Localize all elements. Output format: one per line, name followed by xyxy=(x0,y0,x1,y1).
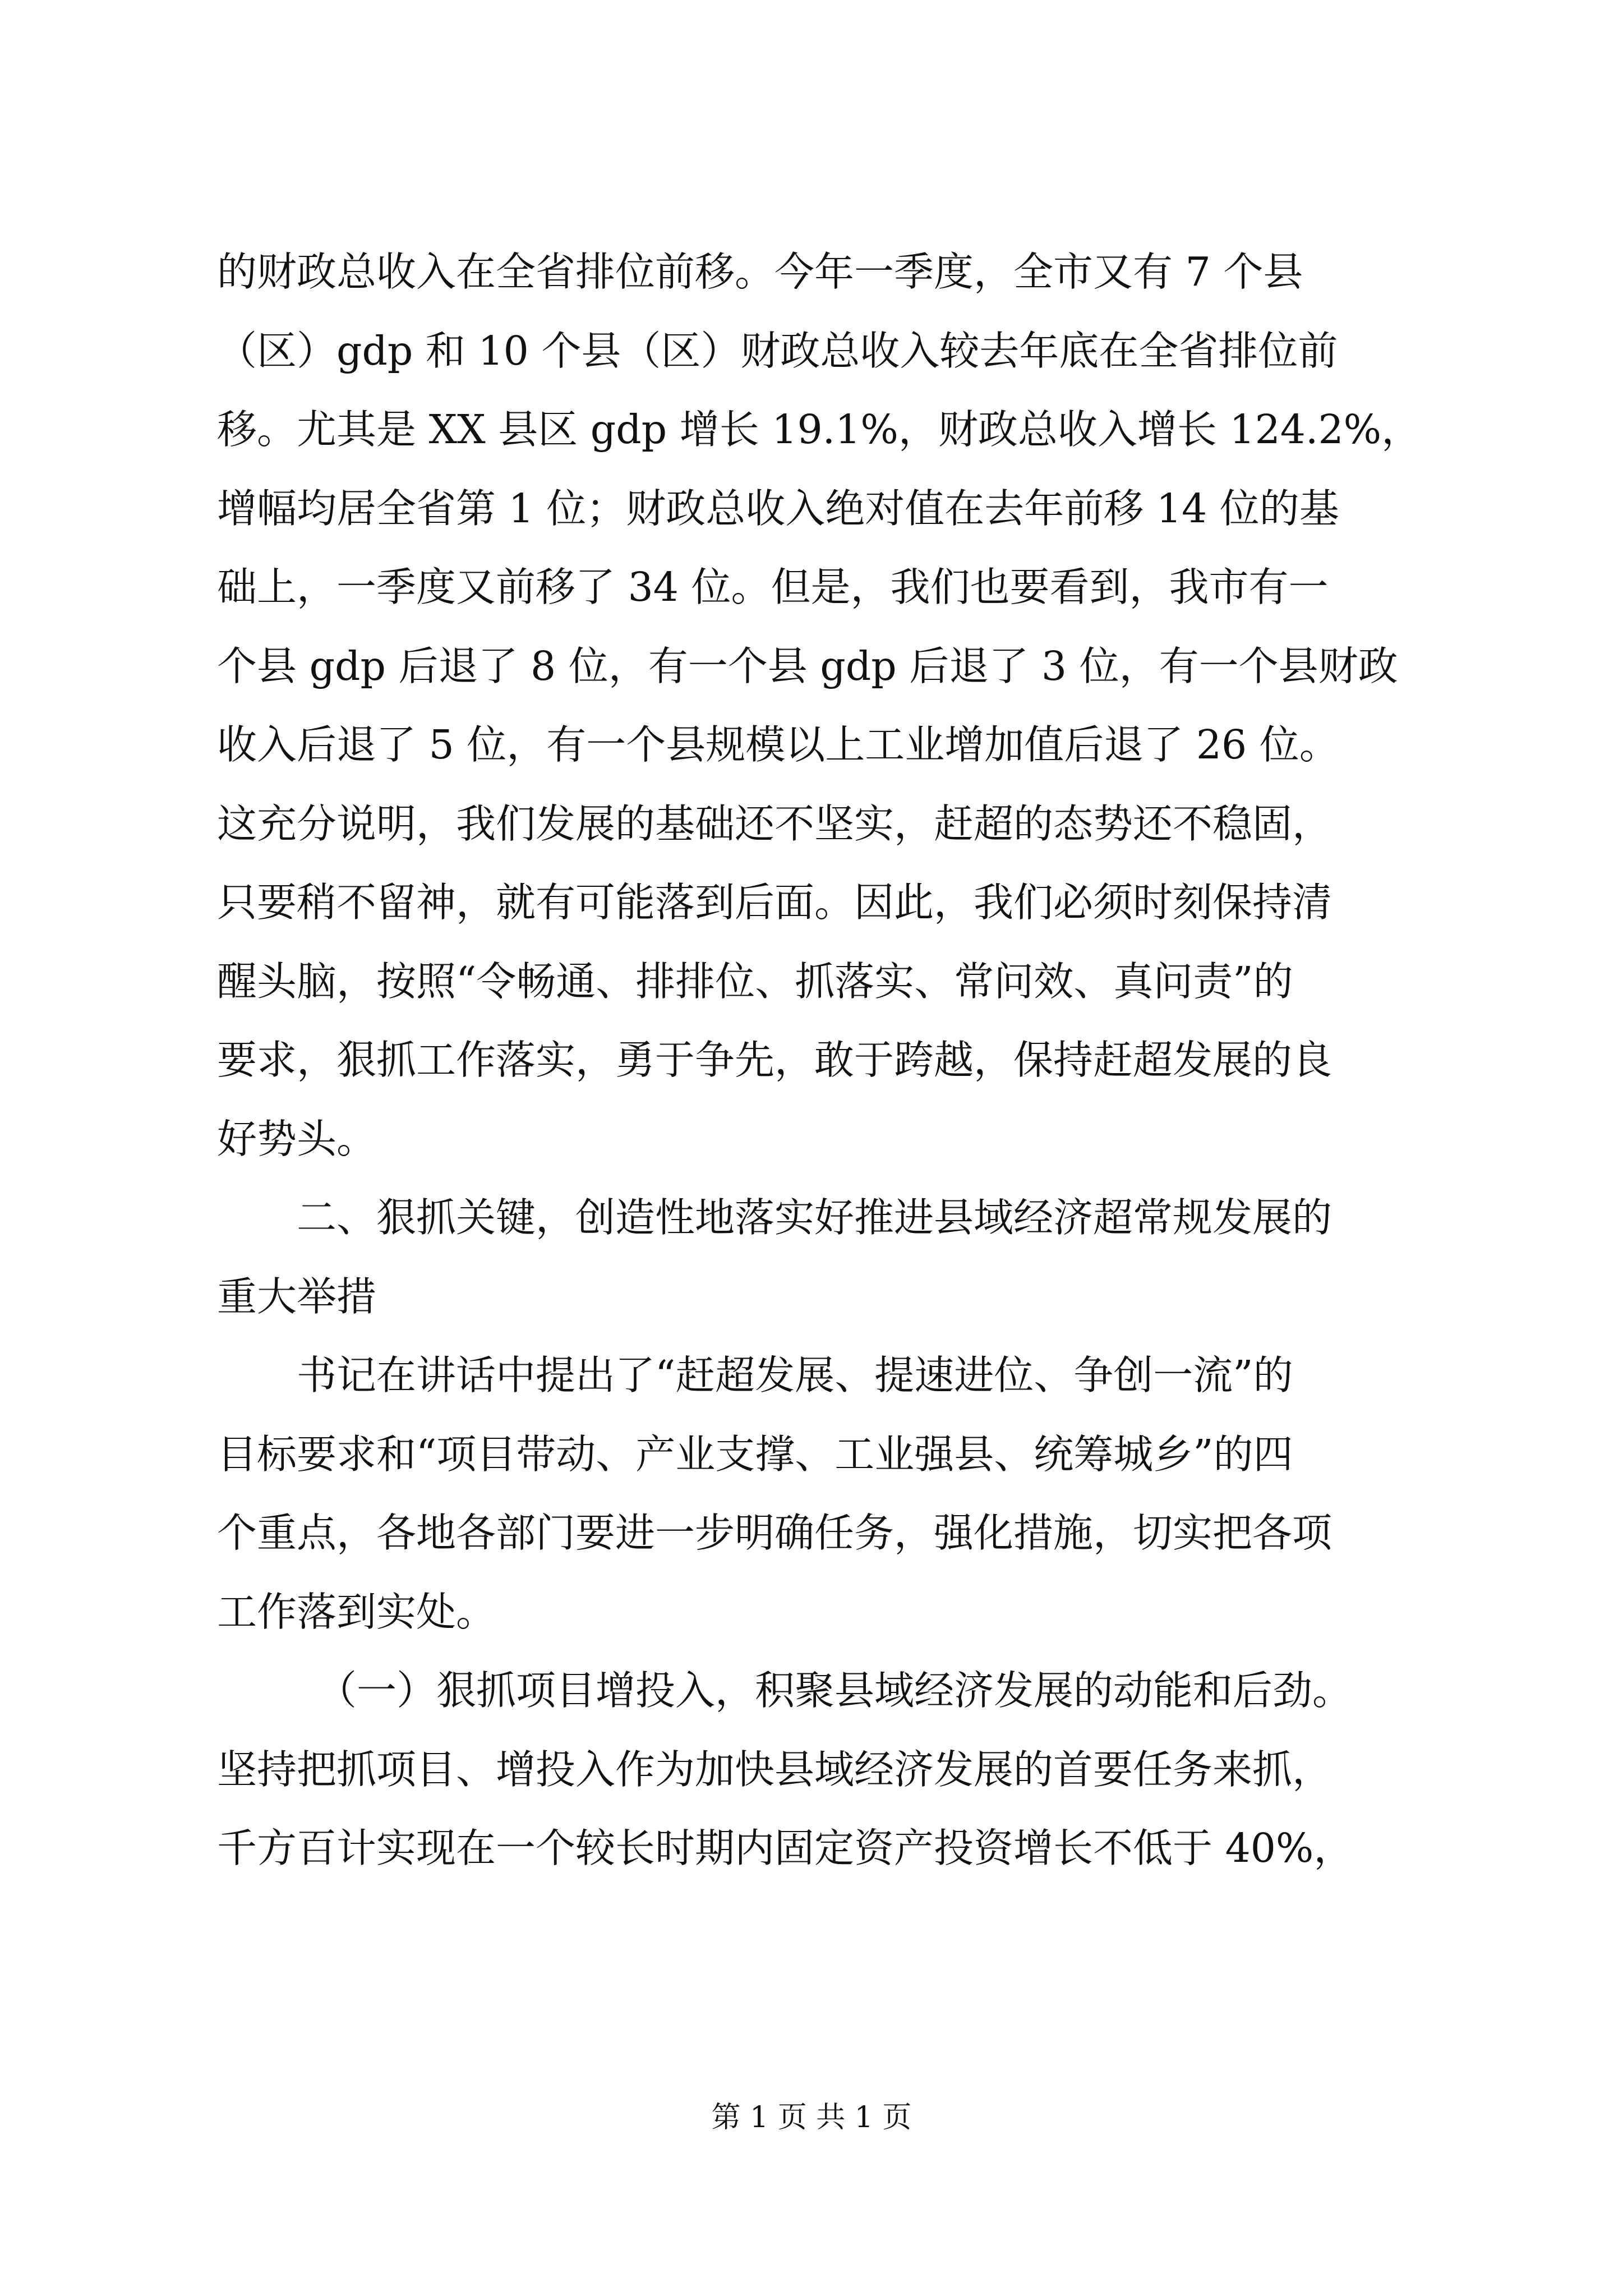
text-line: 收入后退了 5 位，有一个县规模以上工业增加值后退了 26 位。 xyxy=(217,721,1339,768)
text-line: 千方百计实现在一个较长时期内固定资产投资增长不低于 40%， xyxy=(217,1825,1354,1871)
text-line: 增幅均居全省第 1 位；财政总收入绝对值在去年前移 14 位的基 xyxy=(217,485,1339,532)
text-line: 工作落到实处。 xyxy=(217,1588,496,1635)
text-line: 要求，狠抓工作落实，勇于争先，敢于跨越，保持赶超发展的良 xyxy=(217,1037,1332,1083)
text-line: 只要稍不留神，就有可能落到后面。因此，我们必须时刻保持清 xyxy=(217,879,1332,926)
text-line: 书记在讲话中提出了“赶超发展、提速进位、争创一流”的 xyxy=(297,1352,1293,1398)
text-line: 移。尤其是 XX 县区 gdp 增长 19.1%，财政总收入增长 124.2%， xyxy=(217,406,1422,453)
text-line: 的财政总收入在全省排位前移。今年一季度，全市又有 7 个县 xyxy=(217,249,1303,295)
subsection-heading: （一）狠抓项目增投入，积聚县域经济发展的动能和后劲。 xyxy=(317,1667,1353,1714)
text-line: 这充分说明，我们发展的基础还不坚实，赶超的态势还不稳固， xyxy=(217,800,1332,847)
text-line: 个县 gdp 后退了 8 位，有一个县 gdp 后退了 3 位，有一个县财政 xyxy=(217,642,1398,689)
text-line: 目标要求和“项目带动、产业支撑、工业强县、统筹城乡”的四 xyxy=(217,1430,1293,1478)
section-heading: 二、狠抓关键，创造性地落实好推进县域经济超常规发展的 xyxy=(297,1194,1332,1241)
text-line: 坚持把抓项目、增投入作为加快县域经济发展的首要任务来抓， xyxy=(217,1746,1332,1793)
page-number-footer: 第 1 页 共 1 页 xyxy=(711,2101,912,2134)
document-body xyxy=(217,233,1422,1888)
text-line: （区）gdp 和 10 个县（区）财政总收入较去年底在全省排位前 xyxy=(217,327,1338,374)
section-heading-continued: 重大举措 xyxy=(217,1273,377,1320)
text-line: 个重点，各地各部门要进一步明确任务，强化措施，切实把各项 xyxy=(217,1510,1332,1556)
text-line: 好势头。 xyxy=(217,1115,377,1162)
text-line: 醒头脑，按照“令畅通、排排位、抓落实、常问效、真问责”的 xyxy=(217,958,1293,1005)
text-line: 础上，一季度又前移了 34 位。但是，我们也要看到，我市有一 xyxy=(217,564,1329,610)
